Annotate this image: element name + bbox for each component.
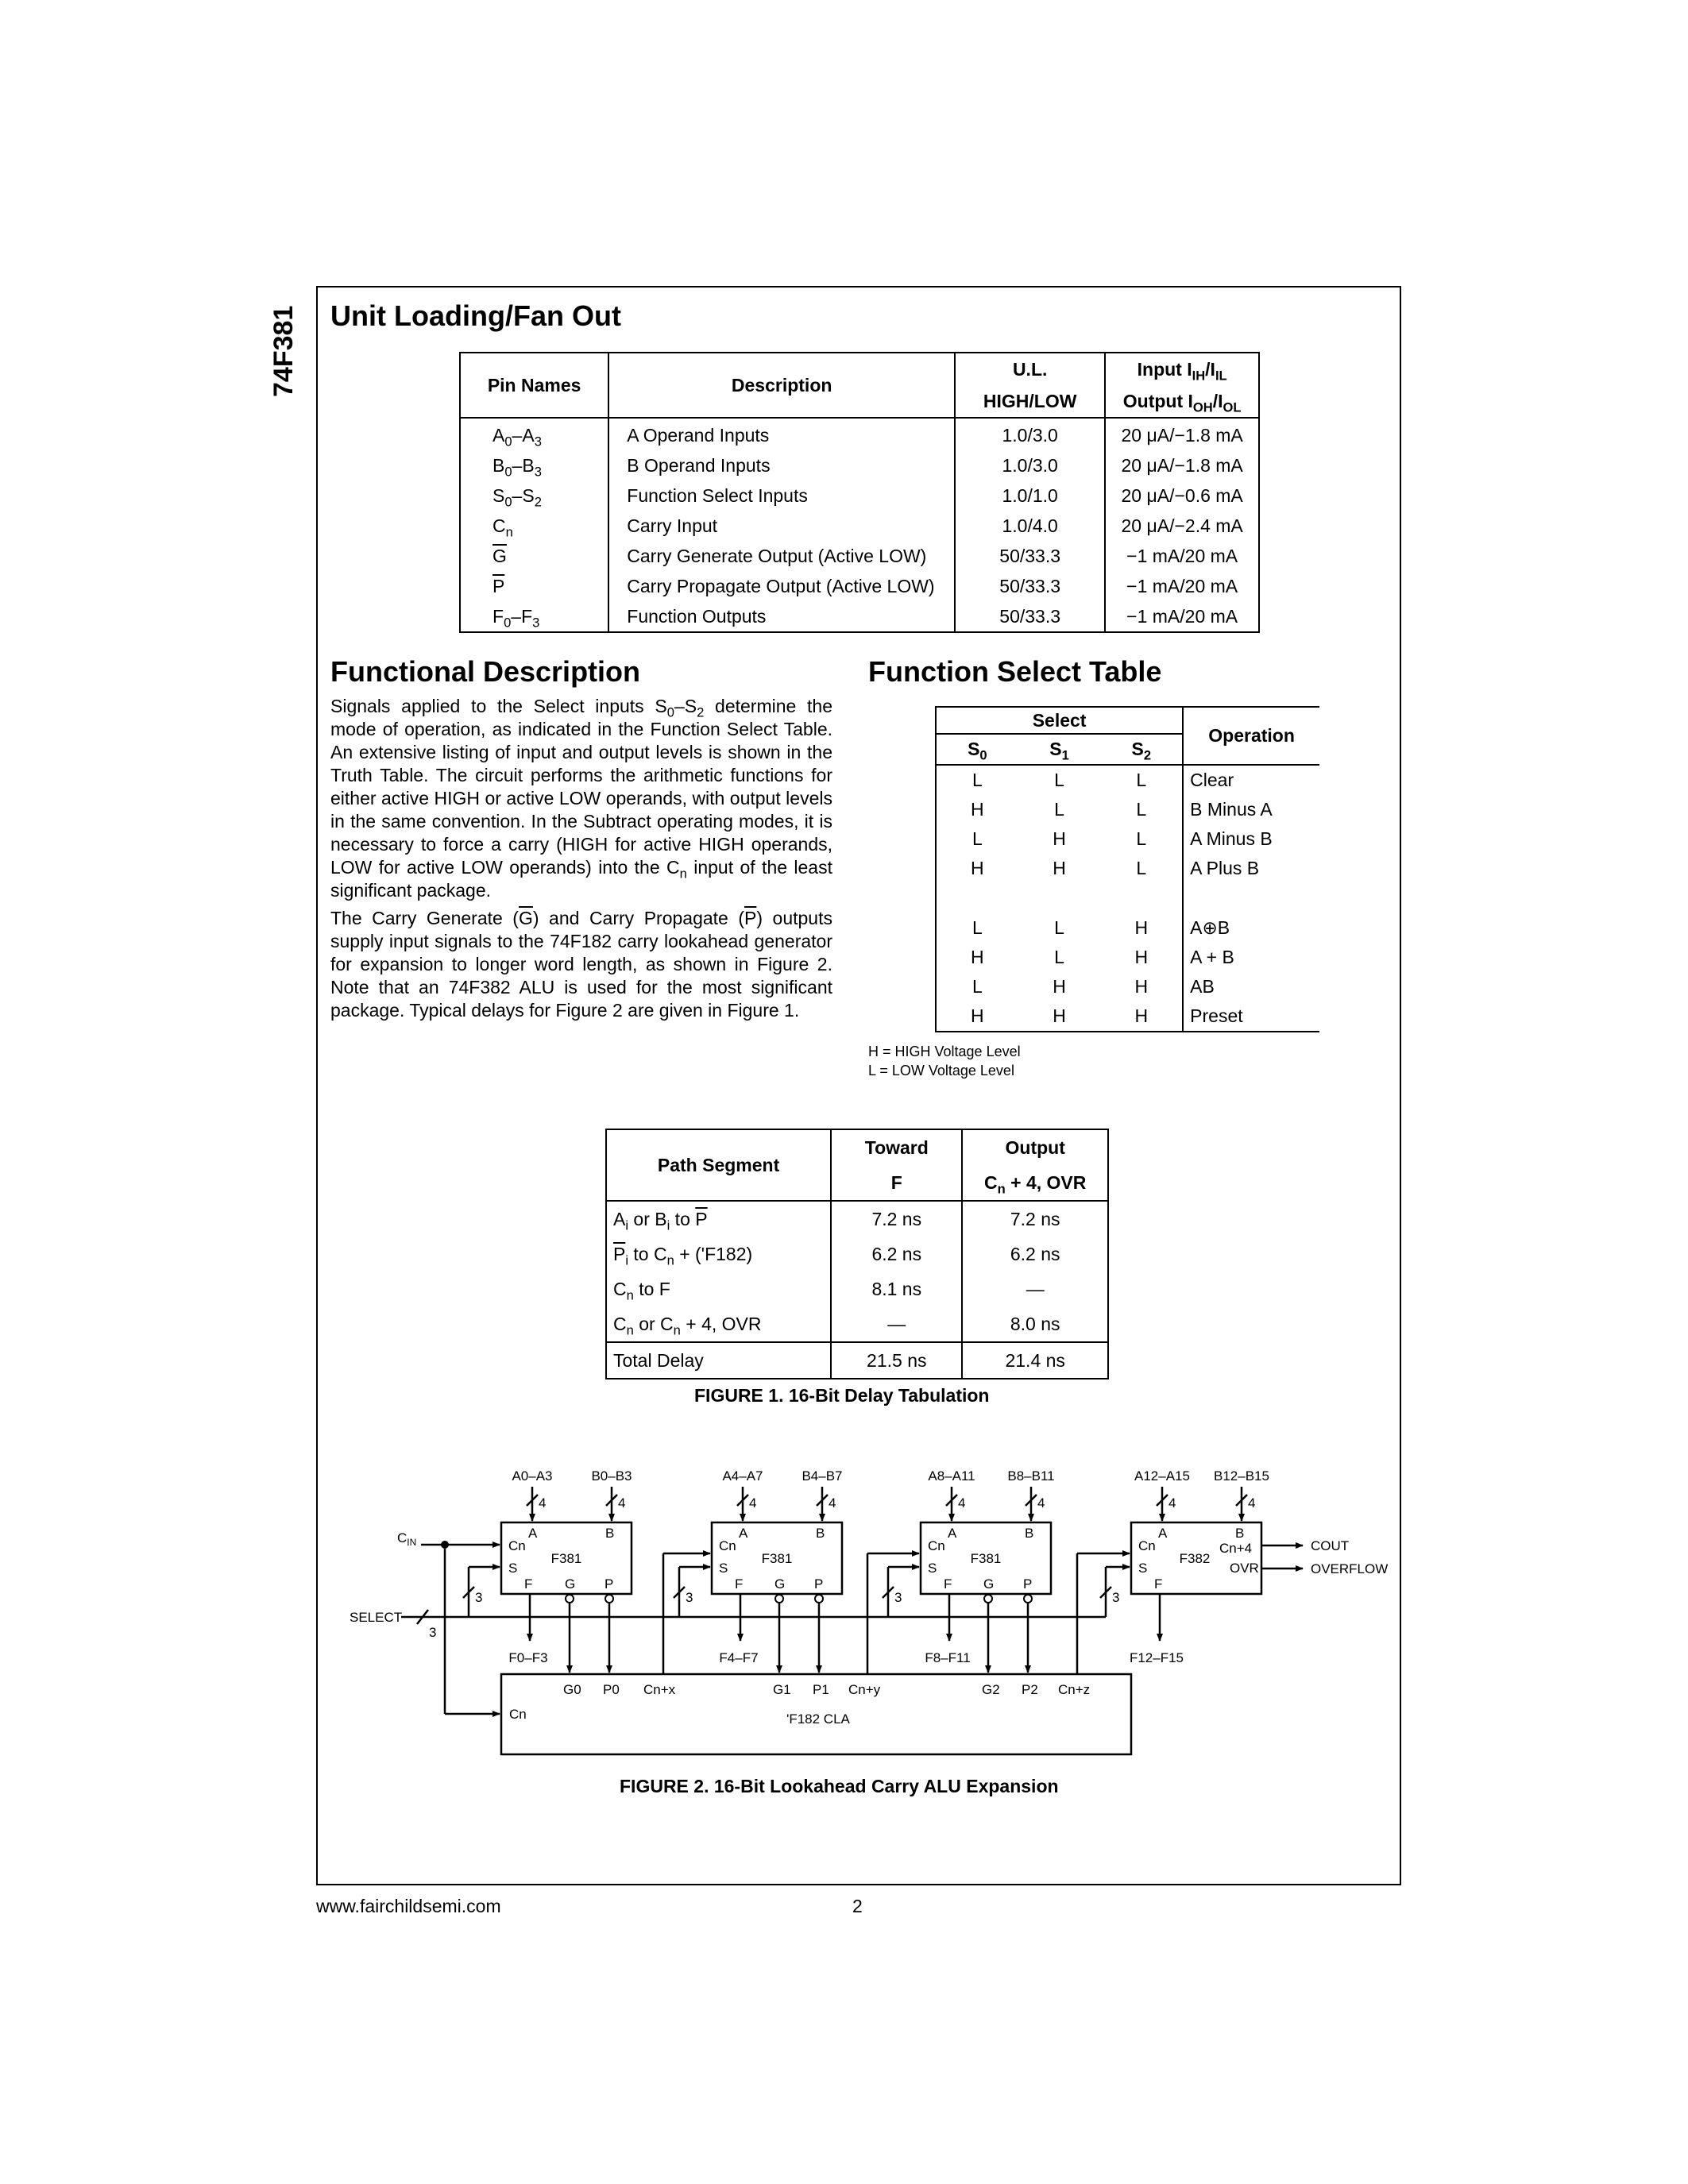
cin-label: $C_{IN}$ [397,1530,417,1548]
chip3-pin-a: A [1158,1526,1168,1541]
figure-1-caption: FIGURE 1. 16-Bit Delay Tabulation [694,1385,990,1406]
table-row: H H H Preset [936,1001,1319,1032]
bus-width-label: 3 [429,1625,437,1640]
chip2-f-output-label: F8–F11 [925,1650,971,1665]
bus-width-label: 4 [618,1495,626,1511]
cla-pin-cnx: Cn+x [643,1682,676,1697]
unit-load: 50/33.3 [955,541,1105,571]
chip1-f-output-label: F4–F7 [719,1650,759,1665]
operation: AB [1183,972,1319,1001]
chip3-a-input-label: A12–A15 [1134,1468,1190,1484]
chip1-pin-s: S [719,1561,728,1576]
cla-name: 'F182 CLA [786,1711,850,1727]
chip3-pin-b: B [1235,1526,1245,1541]
col-header-operation: Operation [1183,707,1319,765]
footer-url[interactable]: www.fairchildsemi.com [316,1896,501,1916]
operation: A⊕B [1183,913,1319,943]
functional-description-title: Functional Description [330,655,641,688]
chip0-pin-g: G [565,1576,576,1592]
chip-name-3: F382 [1179,1551,1211,1566]
chip3-pin-s: S [1138,1561,1148,1576]
cla-pin-g2: G2 [982,1682,1000,1697]
chip3-pin-ovr: OVR [1230,1561,1259,1576]
operation: Clear [1183,765,1319,795]
col-header-output: Output $I_{OH}/I_{OL}$ [1105,385,1259,418]
chip1-b-input-label: B4–B7 [802,1468,843,1484]
path-segment: Total Delay [606,1342,831,1379]
input-output-current: −1 mA/20 mA [1105,541,1259,571]
bus-width-label: 4 [1248,1495,1256,1511]
figure-2-caption: FIGURE 2. 16-Bit Lookahead Carry ALU Expansion [620,1776,1059,1796]
input-output-current: 20 μA/−1.8 mA [1105,450,1259,480]
input-output-current: −1 mA/20 mA [1105,571,1259,601]
pin-name: $F_0-F_3$ [460,601,608,632]
table-row: L L H A⊕B [936,913,1319,943]
output-delay: 8.0 ns [962,1306,1108,1342]
col-header-s2: $S_2$ [1100,734,1183,765]
pin-description: A Operand Inputs [608,418,955,450]
cla-pin-cnz: Cn+z [1058,1682,1091,1697]
toward-f-delay: — [831,1306,962,1342]
output-delay: 6.2 ns [962,1237,1108,1271]
table-row: H H L A Plus B [936,854,1319,883]
cla-pin-cn: Cn [509,1707,527,1722]
toward-f-delay: 6.2 ns [831,1237,962,1271]
path-segment: $A_i$ or $B_i$ to $\overline{P}$ [606,1201,831,1237]
chip2-pin-a: A [948,1526,957,1541]
p1-bubble [815,1595,823,1603]
pin-description: B Operand Inputs [608,450,955,480]
chip2-pin-g: G [983,1576,995,1592]
col-header-description: Description [608,353,955,418]
col-header-f: F [831,1165,962,1201]
bus-width-label: 4 [1168,1495,1176,1511]
chip0-pin-p: P [605,1576,614,1592]
chip-name-0: F381 [550,1551,582,1566]
p0-bubble [605,1595,613,1603]
bus-width-label: 3 [1112,1590,1120,1605]
bus-width-label: 3 [475,1590,483,1605]
chip0-b-input-label: B0–B3 [591,1468,632,1484]
paragraph: Signals applied to the Select inputs $S_0-S_2$ determine the mode of operation, as indicated in the Function Select Table. An extensive listing of input and output levels is shown in the Truth Table. The circuit performs the arithmetic functions for either active HIGH or active LOW operands, with output levels in the same convention. In the Subtract operating modes, it is necessary to force a carry (HIGH for active HIGH operands, LOW for active LOW operands) into the $C_n$ input of the least significant package. [330,696,833,901]
table-row: H L H A + B [936,943,1319,972]
unit-load: 1.0/1.0 [955,480,1105,511]
bus-width-label: 3 [686,1590,693,1605]
col-header-s0: $S_0$ [936,734,1018,765]
operation: A + B [1183,943,1319,972]
input-output-current: 20 μA/−0.6 mA [1105,480,1259,511]
cla-pin-g1: G1 [773,1682,791,1697]
page-number: 2 [852,1896,863,1916]
cla-pin-p0: P0 [603,1682,620,1697]
chip3-f-output-label: F12–F15 [1129,1650,1184,1665]
g0-bubble [566,1595,574,1603]
col-header-path-segment: Path Segment [606,1129,831,1201]
chip0-pin-b: B [605,1526,615,1541]
chip1-pin-a: A [739,1526,748,1541]
function-select-title: Function Select Table [868,655,1162,688]
chip3-b-input-label: B12–B15 [1214,1468,1269,1484]
bus-width-label: 4 [958,1495,966,1511]
col-header-pin-names: Pin Names [460,353,608,418]
chip3-pin-cn4: Cn+4 [1219,1541,1253,1556]
bus-width-label: 3 [894,1590,902,1605]
cla-pin-cny: Cn+y [848,1682,881,1697]
part-number-side-label: 74F381 [268,305,299,397]
table-row: L L L Clear [936,765,1319,795]
pin-name: $C_n$ [460,511,608,541]
chip0-a-input-label: A0–A3 [512,1468,553,1484]
cla-pin-p2: P2 [1022,1682,1038,1697]
cla-pin-g0: G0 [563,1682,581,1697]
path-segment: $C_n$ or $C_n + 4$, OVR [606,1306,831,1342]
chip2-pin-s: S [928,1561,937,1576]
chip1-pin-f: F [735,1576,744,1592]
unit-load: 1.0/3.0 [955,418,1105,450]
chip0-pin-a: A [528,1526,538,1541]
chip0-pin-s: S [508,1561,518,1576]
table-row: H L L B Minus A [936,795,1319,824]
table-row: L H L A Minus B [936,824,1319,854]
pin-description: Function Outputs [608,601,955,632]
chip2-b-input-label: B8–B11 [1007,1468,1055,1484]
chip2-pin-b: B [1025,1526,1034,1541]
chip1-a-input-label: A4–A7 [722,1468,763,1484]
input-output-current: −1 mA/20 mA [1105,601,1259,632]
select-label: SELECT [350,1610,403,1625]
operation: A Plus B [1183,854,1319,883]
pin-name: $\overline{G}$ [460,541,608,571]
chip2-pin-cn: Cn [928,1538,945,1553]
bus-width-label: 4 [829,1495,836,1511]
cla-pin-p1: P1 [813,1682,829,1697]
toward-f-delay: 8.1 ns [831,1271,962,1306]
col-header-output: Output [962,1129,1108,1165]
legend-low: L = LOW Voltage Level [868,1063,1014,1078]
col-header-s1: $S_1$ [1018,734,1101,765]
pin-description: Function Select Inputs [608,480,955,511]
output-delay: 7.2 ns [962,1201,1108,1237]
unit-loading-title: Unit Loading/Fan Out [330,299,621,332]
g1-bubble [775,1595,783,1603]
bus-width-label: 4 [1037,1495,1045,1511]
cout-label: COUT [1311,1538,1350,1553]
chip3-pin-f: F [1154,1576,1163,1592]
pin-name: $S_0-S_2$ [460,480,608,511]
chip-name-2: F381 [970,1551,1002,1566]
col-header-toward: Toward [831,1129,962,1165]
operation: B Minus A [1183,795,1319,824]
col-header-cn4-ovr: $C_n + 4$, OVR [962,1165,1108,1201]
pin-description: Carry Propagate Output (Active LOW) [608,571,955,601]
table-row: L H H AB [936,972,1319,1001]
toward-f-delay: 21.5 ns [831,1342,962,1379]
col-header-ul: U.L. [955,353,1105,385]
pin-name: $\overline{P}$ [460,571,608,601]
p2-bubble [1024,1595,1032,1603]
chip1-pin-b: B [816,1526,825,1541]
g2-bubble [984,1595,992,1603]
overflow-label: OVERFLOW [1311,1561,1389,1576]
unit-load: 1.0/3.0 [955,450,1105,480]
bus-width-label: 4 [749,1495,757,1511]
chip2-a-input-label: A8–A11 [928,1468,975,1484]
paragraph: The Carry Generate $(\overline{G})$ and Carry Propagate $(\overline{P})$ outputs supply input signals to the 74F182 carry lookahead generator for expansion to longer word length, as shown in Figure 2. Note that an 74F382 ALU is used for the most significant package. Typical delays for Figure 2 are given in Figure 1. [330,908,832,1021]
unit-load: 1.0/4.0 [955,511,1105,541]
toward-f-delay: 7.2 ns [831,1201,962,1237]
legend-high: H = HIGH Voltage Level [868,1044,1021,1059]
chip1-pin-cn: Cn [719,1538,736,1553]
input-output-current: 20 μA/−1.8 mA [1105,418,1259,450]
pin-name: $B_0-B_3$ [460,450,608,480]
col-header-select: Select [936,707,1183,734]
chip3-pin-cn: Cn [1138,1538,1156,1553]
cin-junction-dot [441,1541,449,1549]
path-segment: $\overline{P}_i$ to $C_n + ('F182)$ [606,1237,831,1271]
chip1-pin-g: G [774,1576,786,1592]
pin-description: Carry Generate Output (Active LOW) [608,541,955,571]
input-output-current: 20 μA/−2.4 mA [1105,511,1259,541]
chip0-pin-cn: Cn [508,1538,526,1553]
unit-load: 50/33.3 [955,571,1105,601]
pin-description: Carry Input [608,511,955,541]
pin-name: $A_0-A_3$ [460,418,608,450]
output-delay: — [962,1271,1108,1306]
chip2-pin-p: P [1023,1576,1033,1592]
chip1-pin-p: P [814,1576,824,1592]
operation: A Minus B [1183,824,1319,854]
output-delay: 21.4 ns [962,1342,1108,1379]
col-header-input: Input $I_{IH}/I_{IL}$ [1105,353,1259,385]
chip-name-1: F381 [761,1551,793,1566]
path-segment: $C_n$ to F [606,1271,831,1306]
unit-load: 50/33.3 [955,601,1105,632]
chip0-pin-f: F [524,1576,533,1592]
col-header-high-low: HIGH/LOW [955,385,1105,418]
bus-width-label: 4 [539,1495,547,1511]
chip0-f-output-label: F0–F3 [508,1650,548,1665]
chip2-pin-f: F [944,1576,952,1592]
operation: Preset [1183,1001,1319,1032]
